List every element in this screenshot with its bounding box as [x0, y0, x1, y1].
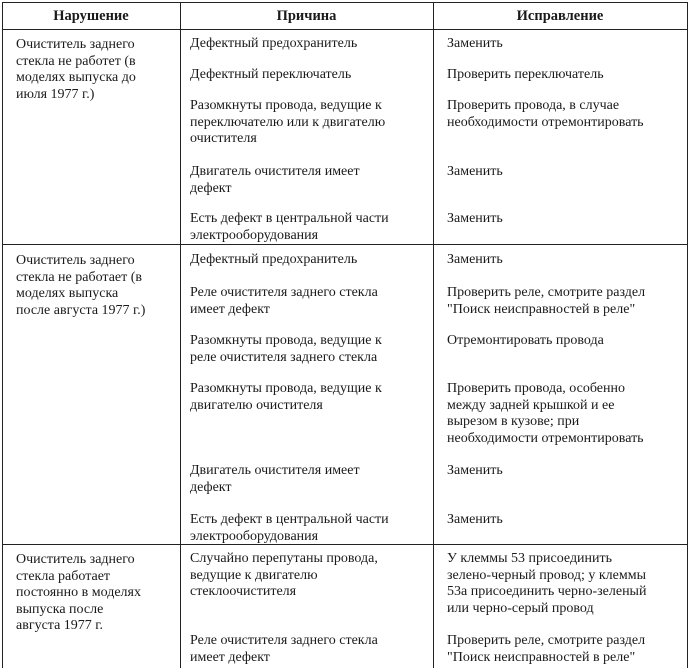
cause-cell: Дефектный переключатель: [190, 67, 352, 82]
cause-cell: Дефектный предохранитель: [190, 252, 358, 267]
fix-cell: Проверить реле, смотрите раздел "Поиск неисправностей в реле": [447, 633, 646, 665]
header-violation: Нарушение: [53, 7, 129, 24]
fix-cell: Проверить провода, в случае необходимости отремонтировать: [447, 98, 644, 130]
cause-cell: Разомкнуты провода, ведущие к реле очистителя заднего стекла: [190, 333, 382, 365]
violation-cell: Очиститель заднего стекла не работет (в моделях выпуска до июля 1977 г.): [16, 37, 136, 102]
cause-cell: Случайно перепутаны провода, ведущие к двигателю стеклоочистителя: [190, 551, 378, 599]
fix-cell: Заменить: [447, 252, 503, 267]
cause-cell: Двигатель очистителя имеет дефект: [190, 164, 360, 196]
fix-cell: Проверить провода, особенно между задней крышкой и ее вырезом в кузове; при необходимости отремонтировать: [447, 381, 644, 446]
fix-cell: Проверить реле, смотрите раздел "Поиск неисправностей в реле": [447, 285, 646, 317]
header-divider: [2, 29, 688, 30]
cause-cell: Разомкнуты провода, ведущие к переключателю или к двигателю очистителя: [190, 98, 386, 146]
fix-cell: Заменить: [447, 211, 503, 226]
fix-cell: Проверить переключатель: [447, 67, 604, 82]
header-cause: Причина: [276, 7, 337, 24]
cause-cell: Есть дефект в центральной части электрооборудования: [190, 512, 389, 544]
fix-cell: Заменить: [447, 36, 503, 51]
fix-cell: Заменить: [447, 463, 503, 478]
group-divider-1: [2, 244, 688, 245]
fix-cell: Заменить: [447, 164, 503, 179]
table-border-left: [2, 2, 3, 668]
cause-cell: Дефектный предохранитель: [190, 36, 358, 51]
fix-cell: У клеммы 53 присоединить зелено-черный провод; у клеммы 53а присоединить черно-зеленый или черно-серый провод: [447, 551, 647, 616]
table-border-right: [687, 2, 688, 668]
header-fix: Исправление: [516, 7, 604, 24]
cause-cell: Разомкнуты провода, ведущие к двигателю очистителя: [190, 381, 382, 413]
cause-cell: Реле очистителя заднего стекла имеет дефект: [190, 633, 378, 665]
cause-cell: Двигатель очистителя имеет дефект: [190, 463, 360, 495]
column-divider-2: [433, 2, 434, 668]
cause-cell: Есть дефект в центральной части электрооборудования: [190, 211, 389, 243]
fix-cell: Отремонтировать провода: [447, 333, 604, 348]
column-divider-1: [180, 2, 181, 668]
violation-cell: Очиститель заднего стекла не работает (в моделях выпуска после августа 1977 г.): [16, 253, 146, 318]
violation-cell: Очиститель заднего стекла работает постоянно в моделях выпуска после августа 1977 г.: [16, 552, 141, 633]
cause-cell: Реле очистителя заднего стекла имеет дефект: [190, 285, 378, 317]
fix-cell: Заменить: [447, 512, 503, 527]
